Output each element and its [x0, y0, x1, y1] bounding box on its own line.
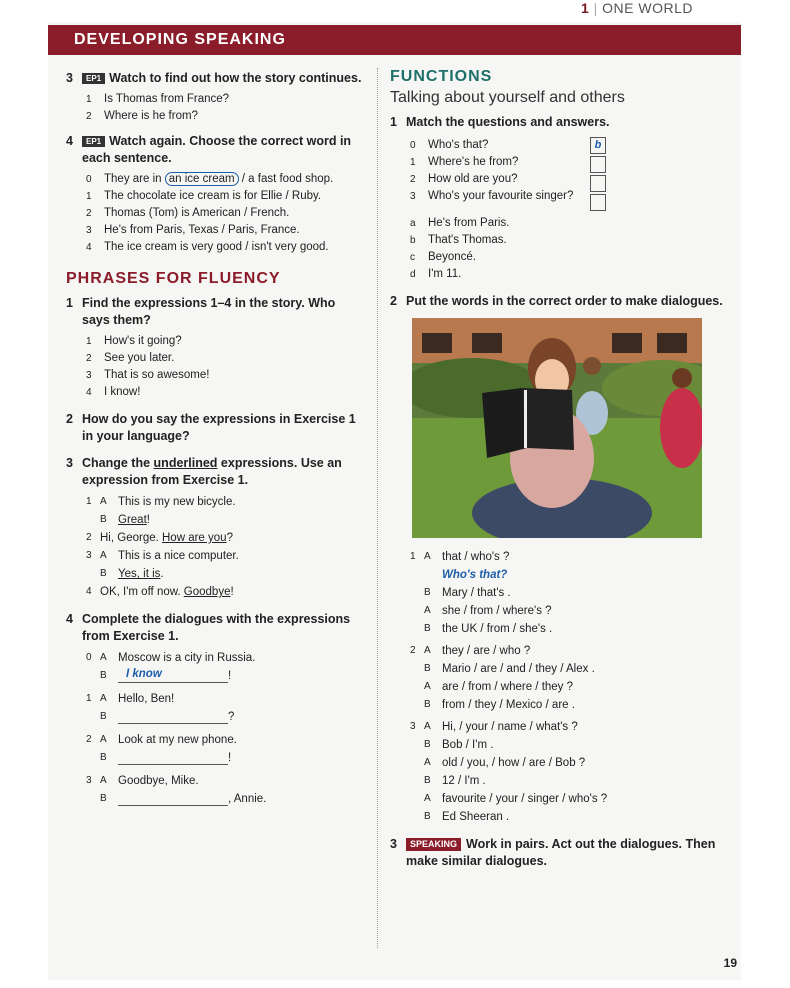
- dialogue-line: 2 Hi, George. How are you?: [86, 532, 233, 544]
- section-banner: [48, 25, 741, 55]
- dialogue-line: B the UK / from / she's .: [424, 623, 553, 635]
- fluency-exercise-2: 2 How do you say the expressions in Exercise 1 in your language?: [66, 412, 356, 443]
- answer-blank[interactable]: I know: [118, 668, 228, 683]
- dialogue-line: A favourite / your / singer / who's ?: [424, 793, 608, 805]
- dialogue-line: A old / you, / how / are / Bob ?: [424, 757, 586, 769]
- fluency-exercise-1: 1 Find the expressions 1–4 in the story. Who says them?: [66, 296, 336, 327]
- exercise-4: [66, 133, 366, 167]
- answer-blank[interactable]: [118, 791, 228, 806]
- list-item: 3 He's from Paris, Texas / Paris, France.: [86, 224, 300, 236]
- photo-illustration: [412, 318, 702, 538]
- functions-title: FUNCTIONS: [390, 68, 493, 85]
- answer-box[interactable]: [590, 194, 606, 211]
- list-item: 3 That is so awesome!: [86, 369, 210, 381]
- dialogue-line: B , Annie.: [100, 793, 267, 805]
- left-column: [66, 70, 366, 808]
- dialogue-line: B !: [100, 752, 232, 764]
- dialogue-line: B from / they / Mexico / are .: [424, 699, 575, 711]
- banner-title: DEVELOPING SPEAKING: [74, 31, 286, 48]
- question-item: 2 How old are you?: [410, 173, 518, 185]
- page-number: 19: [723, 956, 737, 970]
- exercise-title: Watch again. Choose the correct word in each sentence.: [82, 134, 352, 165]
- list-item: 0 They are in an ice cream / a fast food shop.: [86, 173, 334, 185]
- exercise-title: Watch to find out how the story continues.: [109, 71, 362, 85]
- answer-item: d I'm 11.: [410, 268, 462, 280]
- dialogue-line: 1 A that / who's ?: [410, 551, 510, 563]
- fluency-exercise-4: 4 Complete the dialogues with the expressions from Exercise 1.: [66, 612, 351, 643]
- unit-number: 1: [580, 0, 590, 16]
- answer-box[interactable]: b: [590, 137, 606, 154]
- exercise-number: 4: [66, 134, 73, 148]
- dialogue-line: 2 A they / are / who ?: [410, 645, 531, 657]
- answer-blank[interactable]: [118, 750, 228, 765]
- column-divider: [377, 68, 378, 948]
- answer-item: a He's from Paris.: [410, 217, 510, 229]
- exercise-number: 3: [66, 71, 73, 85]
- list-item: 1 How's it going?: [86, 335, 182, 347]
- functions-exercise-3: 3 SPEAKING Work in pairs. Act out the dialogues. Then make similar dialogues.: [390, 837, 716, 868]
- video-badge: EP1: [82, 136, 105, 147]
- unit-title: ONE WORLD: [602, 0, 693, 16]
- question-item: 1 Where's he from?: [410, 156, 519, 168]
- functions-subtitle: Talking about yourself and others: [390, 89, 625, 106]
- dialogue-line: 1 A This is my new bicycle.: [86, 496, 236, 508]
- right-column: [390, 68, 735, 874]
- dialogue-line: 0 A Moscow is a city in Russia.: [86, 652, 256, 664]
- list-item: 2 See you later.: [86, 352, 175, 364]
- answer-blank[interactable]: [118, 709, 228, 724]
- speaking-badge: SPEAKING: [406, 838, 461, 851]
- dialogue-line: B I know !: [100, 668, 232, 682]
- exercise-3: [66, 70, 366, 87]
- question-item: 0 Who's that?: [410, 139, 489, 151]
- fluency-title: PHRASES FOR FLUENCY: [66, 270, 281, 287]
- list-item: 4 The ice cream is very good / isn't very good.: [86, 241, 329, 253]
- dialogue-line: B Ed Sheeran .: [424, 811, 510, 823]
- dialogue-line: 3 A Hi, / your / name / what's ?: [410, 721, 578, 733]
- list-item: 2 Where is he from?: [86, 110, 198, 122]
- question-item: 3 Who's your favourite singer?: [410, 190, 574, 202]
- answer-item: b That's Thomas.: [410, 234, 507, 246]
- dialogue-line: A are / from / where / they ?: [424, 681, 574, 693]
- dialogue-line: B Bob / I'm .: [424, 739, 494, 751]
- unit-tag: 1 | ONE WORLD: [580, 0, 693, 16]
- list-item: 2 Thomas (Tom) is American / French.: [86, 207, 290, 219]
- answer-box[interactable]: [590, 175, 606, 192]
- video-badge: EP1: [82, 73, 105, 84]
- list-item: 1 The chocolate ice cream is for Ellie / Ruby.: [86, 190, 322, 202]
- handwritten-answer: Who's that?: [442, 569, 508, 581]
- dialogue-line: B Yes, it is.: [100, 568, 164, 580]
- functions-exercise-1: 1 Match the questions and answers.: [390, 115, 610, 129]
- dialogue-line: 3 A Goodbye, Mike.: [86, 775, 199, 787]
- textbook-page: [48, 0, 741, 980]
- answer-box[interactable]: [590, 156, 606, 173]
- dialogue-line: [410, 566, 735, 584]
- functions-exercise-2: 2 Put the words in the correct order to make dialogues.: [390, 294, 723, 308]
- list-item: 1 Is Thomas from France?: [86, 93, 230, 105]
- reading-student-photo: [412, 318, 702, 538]
- dialogue-line: B Mario / are / and / they / Alex .: [424, 663, 595, 675]
- dialogue-line: B 12 / I'm .: [424, 775, 486, 787]
- dialogue-line: 2 A Look at my new phone.: [86, 734, 237, 746]
- list-item: 4 I know!: [86, 386, 141, 398]
- circled-answer: an ice cream: [165, 172, 239, 186]
- dialogue-line: 4 OK, I'm off now. Goodbye!: [86, 586, 234, 598]
- fluency-exercise-3: 3 Change the underlined expressions. Use an expression from Exercise 1.: [66, 456, 342, 487]
- dialogue-line: B Mary / that's .: [424, 587, 511, 599]
- dialogue-line: B Great!: [100, 514, 150, 526]
- answer-item: c Beyoncé.: [410, 251, 476, 263]
- dialogue-line: A she / from / where's ?: [424, 605, 552, 617]
- dialogue-line: 1 A Hello, Ben!: [86, 693, 175, 705]
- dialogue-line: 3 A This is a nice computer.: [86, 550, 239, 562]
- dialogue-line: B ?: [100, 711, 235, 723]
